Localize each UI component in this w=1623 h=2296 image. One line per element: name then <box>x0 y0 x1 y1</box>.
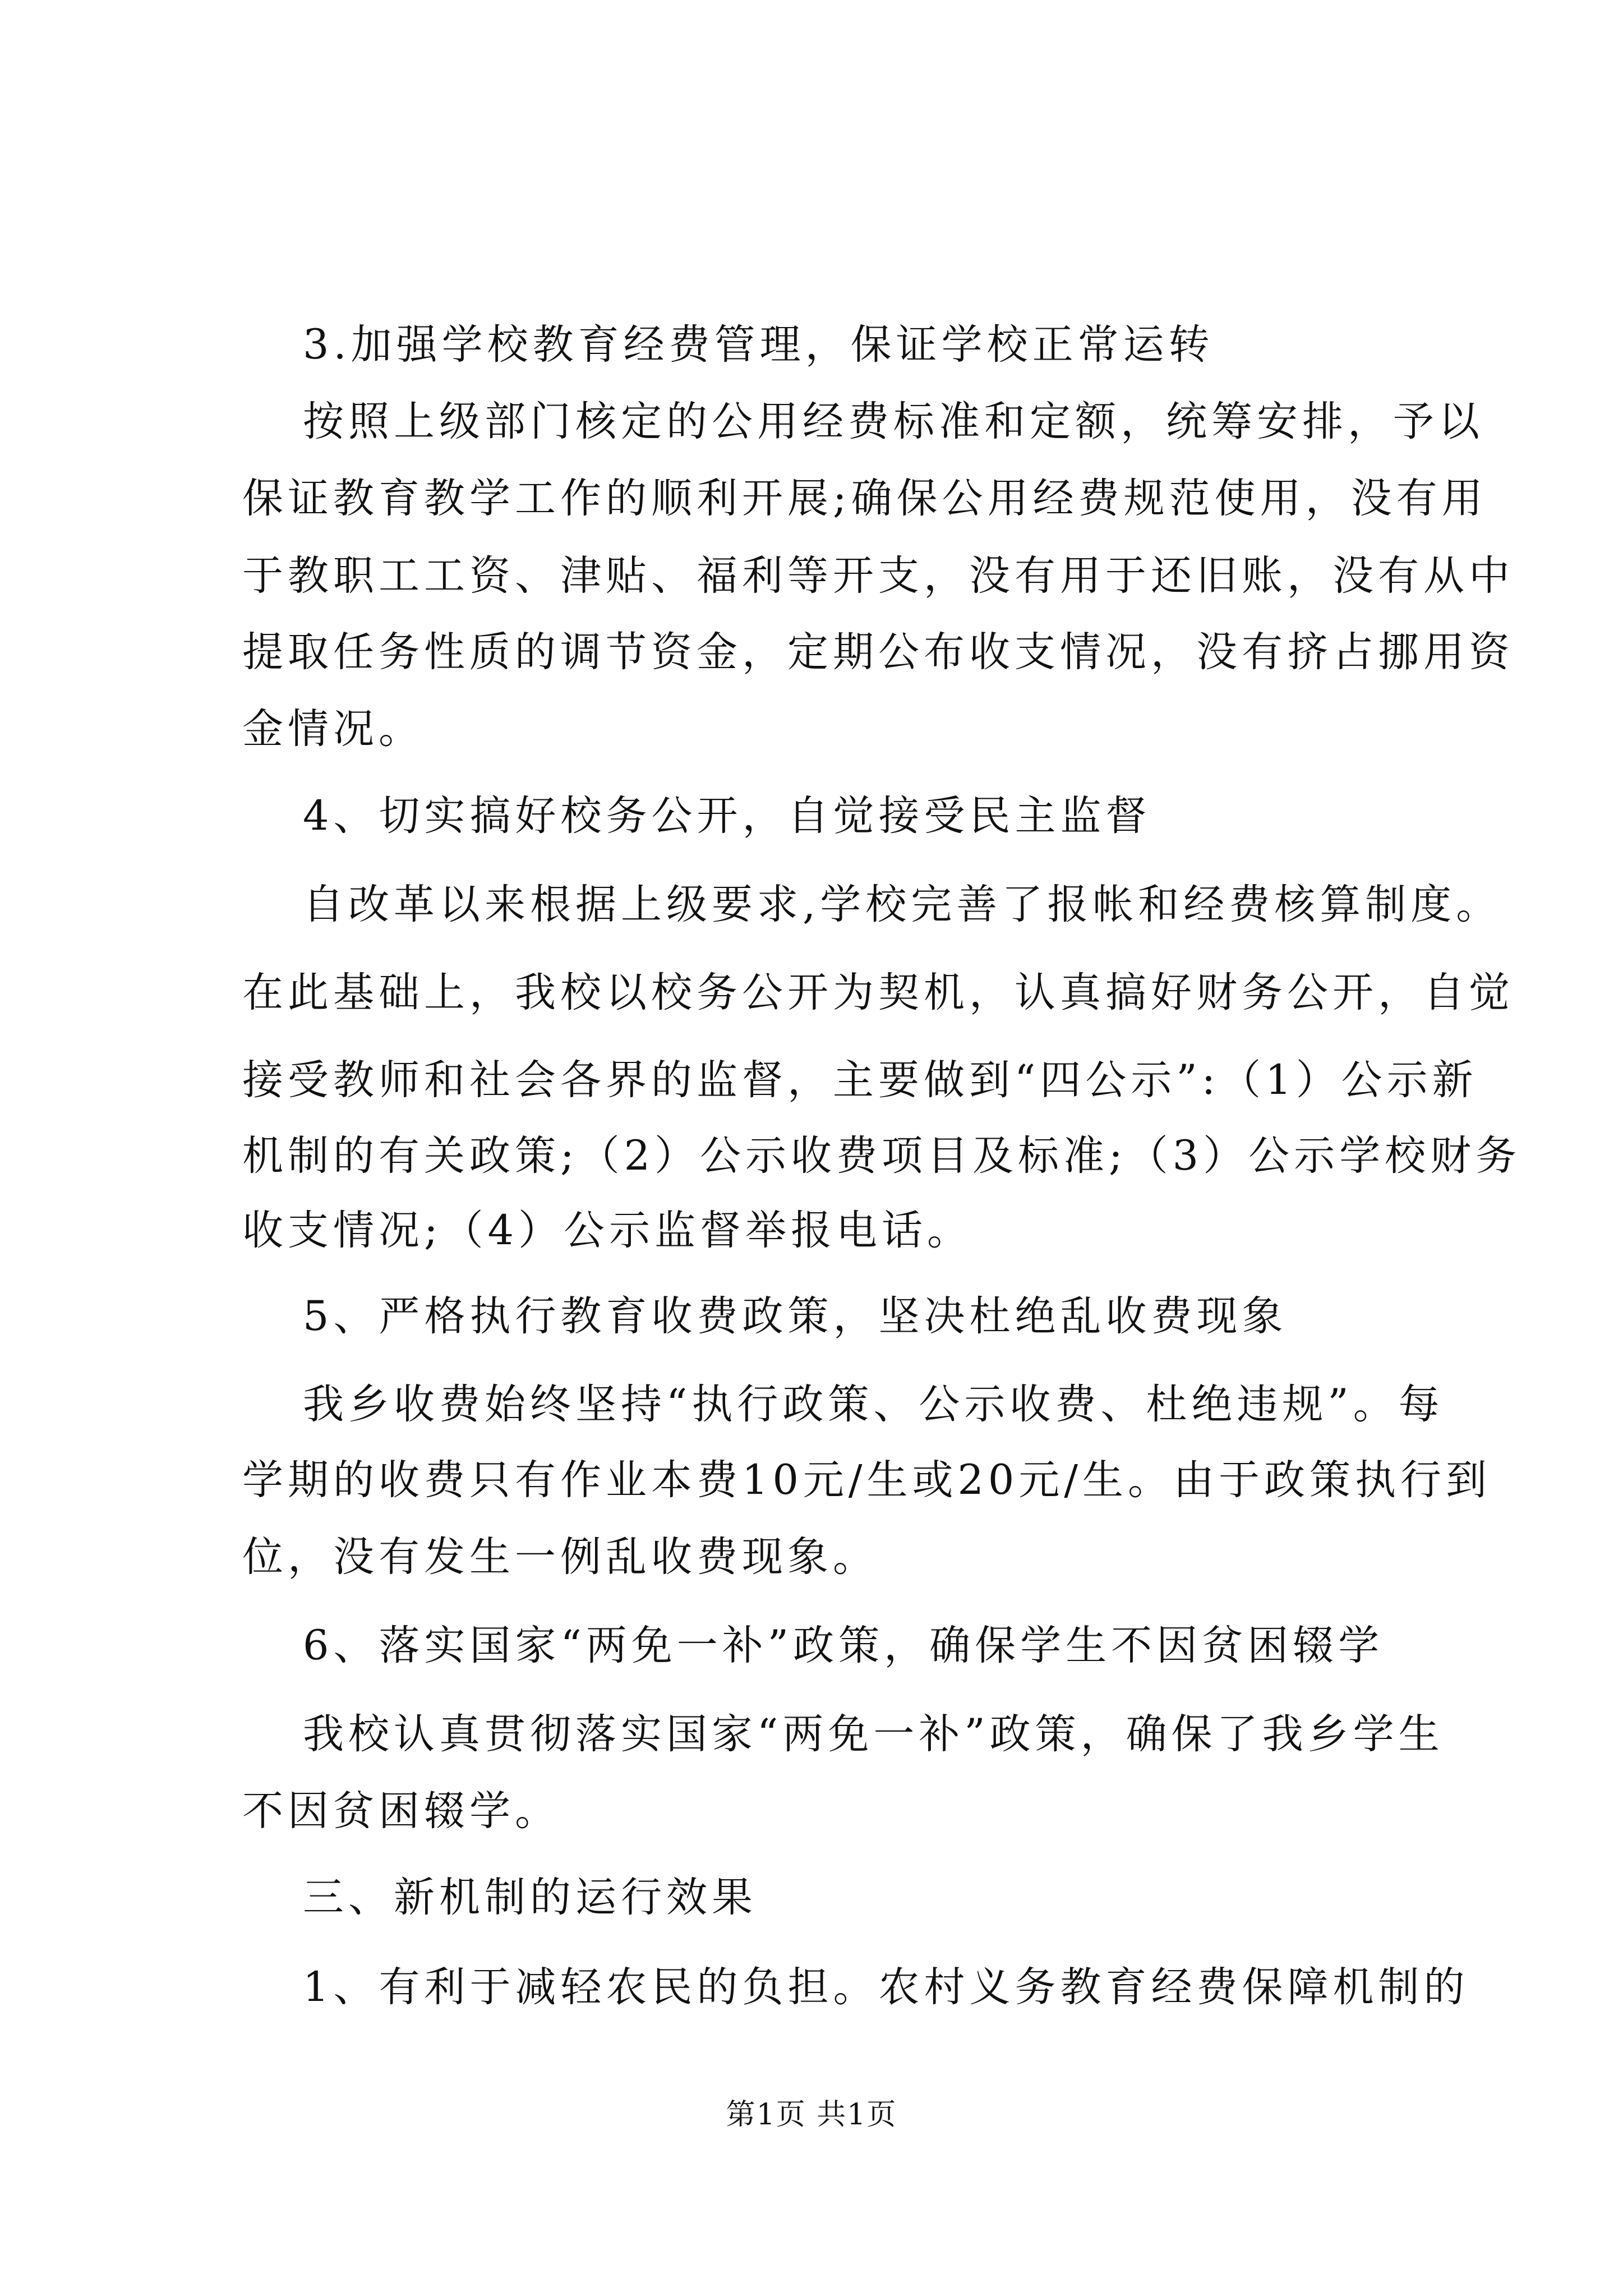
paragraph-line: 于教职工工资、津贴、福利等开支，没有用于还旧账，没有从中 <box>242 552 1514 600</box>
page-number-footer: 第1页 共1页 <box>726 2098 897 2132</box>
paragraph-line: 金情况。 <box>242 705 424 753</box>
paragraph-line: 1、有利于减轻农民的负担。农村义务教育经费保障机制的 <box>303 1963 1469 2011</box>
paragraph-line: 提取任务性质的调节资金，定期公布收支情况，没有挤占挪用资 <box>242 628 1514 676</box>
heading-3: 3.加强学校教育经费管理，保证学校正常运转 <box>303 321 1214 369</box>
paragraph-line: 学期的收费只有作业本费10元/生或20元/生。由于政策执行到 <box>242 1456 1491 1504</box>
heading-6: 6、落实国家“两免一补”政策，确保学生不因贫困辍学 <box>303 1622 1384 1669</box>
paragraph-line: 按照上级部门核定的公用经费标准和定额，统筹安排，予以 <box>303 398 1484 445</box>
heading-4: 4、切实搞好校务公开，自觉接受民主监督 <box>303 792 1151 840</box>
section-heading: 三、新机制的运行效果 <box>303 1874 757 1921</box>
paragraph-line: 保证教育教学工作的顺利开展;确保公用经费规范使用，没有用 <box>242 475 1487 522</box>
paragraph-line: 收支情况;（4）公示监督举报电话。 <box>242 1207 973 1254</box>
paragraph-line: 机制的有关政策;（2）公示收费项目及标准;（3）公示学校财务 <box>242 1132 1521 1180</box>
paragraph-line: 不因贫困辍学。 <box>242 1787 560 1835</box>
paragraph-line: 我乡收费始终坚持“执行政策、公示收费、杜绝违规”。每 <box>303 1381 1444 1428</box>
paragraph-line: 我校认真贯彻落实国家“两免一补”政策，确保了我乡学生 <box>303 1710 1444 1758</box>
paragraph-line: 接受教师和社会各界的监督，主要做到“四公示”:（1）公示新 <box>242 1056 1478 1104</box>
paragraph-line: 位，没有发生一例乱收费现象。 <box>242 1533 878 1581</box>
paragraph-line: 自改革以来根据上级要求,学校完善了报帐和经费核算制度。 <box>303 881 1502 928</box>
heading-5: 5、严格执行教育收费政策，坚决杜绝乱收费现象 <box>303 1292 1288 1340</box>
paragraph-line: 在此基础上，我校以校务公开为契机，认真搞好财务公开，自觉 <box>242 969 1514 1016</box>
